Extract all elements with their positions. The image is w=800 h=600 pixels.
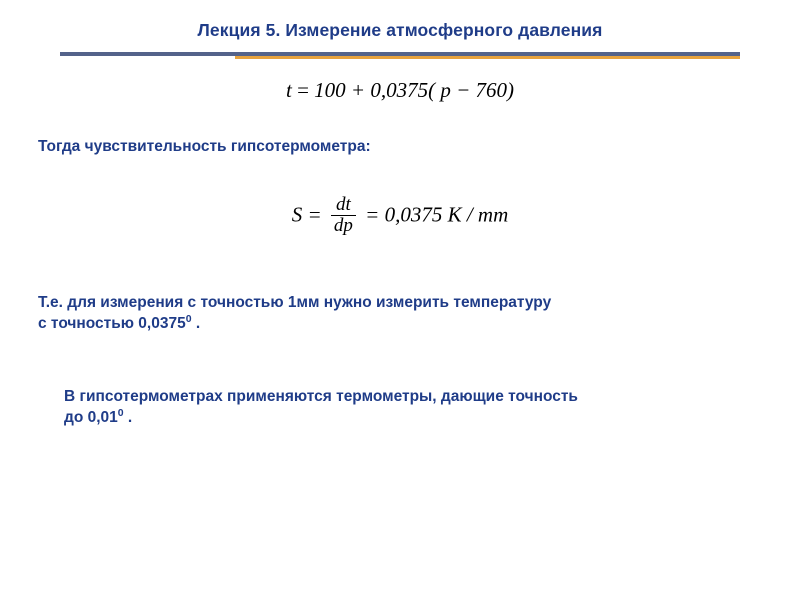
page-title: Лекция 5. Измерение атмосферного давления <box>197 20 603 40</box>
formula-sensitivity <box>0 196 800 237</box>
paragraph-sensitivity-intro <box>38 136 638 157</box>
paragraph-thermometer-accuracy-line-1: В гипсотермометрах применяются термометры, дающие точность <box>64 388 578 405</box>
paragraph-thermometer-accuracy-value: до 0,01 <box>64 409 118 426</box>
paragraph-accuracy-required-value: с точностью 0,0375 <box>38 315 186 332</box>
divider-bar-orange <box>235 56 740 59</box>
formula-temperature-rhs: 100 + 0,0375( p − 760) <box>314 78 514 102</box>
formula-temperature-equals: = <box>297 78 309 102</box>
paragraph-thermometer-accuracy-line-2 <box>64 407 774 428</box>
paragraph-thermometer-accuracy <box>64 386 774 428</box>
degree-symbol-001: 0 <box>117 406 124 419</box>
title-divider <box>60 52 740 60</box>
formula-sensitivity-numerator: dt <box>336 194 351 215</box>
paragraph-accuracy-required <box>38 292 768 334</box>
paragraph-accuracy-required-line-1: Т.е. для измерения с точностью 1мм нужно измерить температуру <box>38 294 552 311</box>
paragraph-thermometer-accuracy-tail: . <box>123 409 133 426</box>
degree-symbol-0375: 0 <box>185 312 192 325</box>
formula-temperature <box>0 78 800 103</box>
formula-sensitivity-units: K / mm <box>447 202 509 227</box>
paragraph-accuracy-required-tail: . <box>191 315 201 332</box>
formula-sensitivity-equals-1: = <box>307 202 322 227</box>
formula-sensitivity-value: 0,0375 <box>384 202 443 227</box>
formula-sensitivity-denominator: dp <box>331 215 356 236</box>
paragraph-sensitivity-intro-text: Тогда чувствительность гипсотермометра: <box>38 138 371 155</box>
formula-sensitivity-lhs: S <box>291 202 303 227</box>
formula-sensitivity-fraction <box>331 195 356 236</box>
paragraph-accuracy-required-line-2 <box>38 313 768 334</box>
formula-temperature-lhs: t <box>285 78 292 102</box>
formula-sensitivity-equals-2: = <box>365 202 380 227</box>
